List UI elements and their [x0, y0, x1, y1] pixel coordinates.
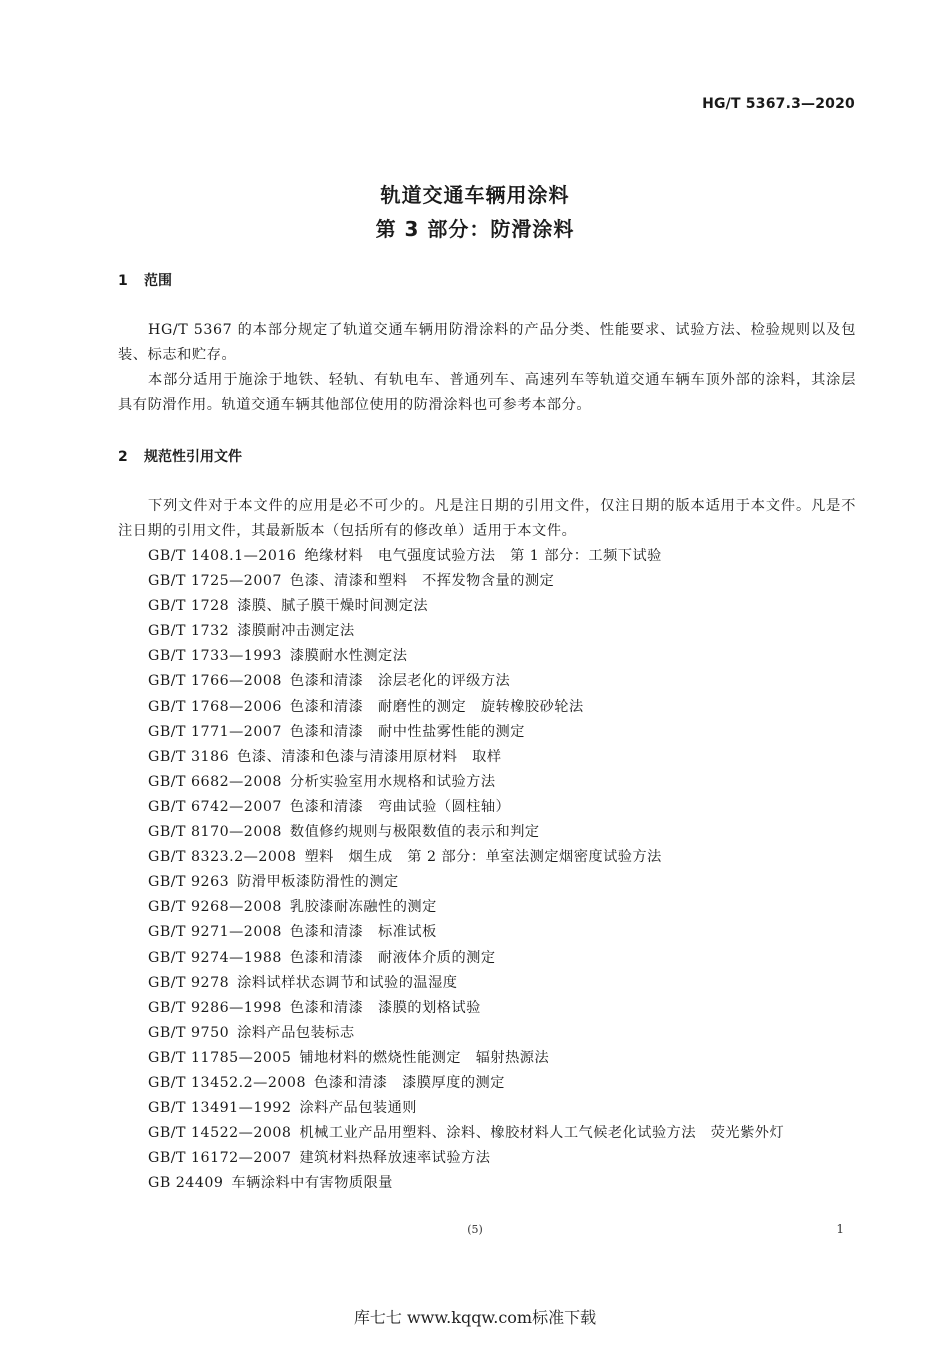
reference-title: 涂料产品包装标志: [237, 1024, 355, 1041]
reference-code: GB/T 6742—2007: [148, 798, 282, 815]
reference-title: 涂料试样状态调节和试验的温湿度: [237, 974, 458, 991]
reference-item: [118, 870, 856, 895]
reference-item: [118, 920, 856, 945]
reference-title: 色漆、清漆和塑料 不挥发物含量的测定: [289, 573, 555, 590]
reference-item: [118, 845, 856, 870]
reference-item: [118, 1071, 856, 1096]
reference-item: [118, 619, 856, 644]
reference-item: [118, 1096, 856, 1121]
section-heading-scope: [118, 270, 172, 290]
reference-list: [118, 544, 856, 1196]
reference-code: GB/T 13452.2—2008: [148, 1074, 306, 1091]
reference-code: GB/T 9286—1998: [148, 999, 282, 1016]
reference-code: GB/T 1732: [148, 623, 230, 640]
reference-title: 色漆、清漆和色漆与清漆用原材料 取样: [237, 748, 502, 765]
reference-item: [118, 1021, 856, 1046]
reference-item: [118, 820, 856, 845]
reference-item: [118, 1046, 856, 1071]
reference-code: GB/T 9278: [148, 974, 230, 991]
reference-item: [118, 1146, 856, 1171]
reference-title: 乳胶漆耐冻融性的测定: [289, 899, 437, 916]
reference-item: [118, 795, 856, 820]
reference-item: [118, 544, 856, 569]
reference-item: [118, 644, 856, 669]
footer-watermark: 库七七 www.kqqw.com标准下载: [353, 1308, 597, 1327]
reference-code: GB/T 14522—2008: [148, 1125, 292, 1142]
reference-title: 色漆和清漆 耐液体介质的测定: [289, 949, 496, 966]
reference-item: [118, 745, 856, 770]
section-number: 1: [118, 273, 128, 289]
reference-code: GB/T 8170—2008: [148, 824, 282, 841]
reference-title: 数值修约规则与极限数值的表示和判定: [289, 824, 540, 841]
reference-title: 机械工业产品用塑料、涂料、橡胶材料人工气候老化试验方法 荧光紫外灯: [299, 1125, 785, 1142]
standard-number: HG/T 5367.3—2020: [702, 96, 855, 112]
reference-title: 车辆涂料中有害物质限量: [231, 1175, 393, 1192]
reference-item: [118, 594, 856, 619]
reference-title: 塑料 烟生成 第 2 部分：单室法测定烟密度试验方法: [304, 849, 662, 866]
reference-title: 分析实验室用水规格和试验方法: [289, 773, 496, 790]
reference-item: [118, 669, 856, 694]
reference-code: GB/T 1725—2007: [148, 573, 282, 590]
reference-item: [118, 996, 856, 1021]
references-intro-paragraph: 下列文件对于本文件的应用是必不可少的。凡是注日期的引用文件，仅注日期的版本适用于本文件。凡是不注日期的引用文件，其最新版本（包括所有的修改单）适用于本文件。: [118, 498, 856, 539]
page-sequence: (5): [467, 1223, 483, 1236]
reference-title: 色漆和清漆 耐磨性的测定 旋转橡胶砂轮法: [289, 698, 584, 715]
document-title-line1: 轨道交通车辆用涂料: [380, 183, 570, 207]
reference-code: GB/T 1408.1—2016: [148, 548, 297, 564]
reference-title: 色漆和清漆 耐中性盐雾性能的测定: [289, 723, 525, 740]
section-heading-normative-references: [118, 446, 242, 466]
reference-code: GB/T 9750: [148, 1024, 230, 1041]
reference-title: 色漆和清漆 标准试板: [289, 924, 437, 941]
reference-title: 色漆和清漆 弯曲试验（圆柱轴）: [289, 798, 511, 815]
reference-item: [118, 569, 856, 594]
reference-title: 漆膜、腻子膜干燥时间测定法: [237, 598, 429, 615]
reference-code: GB/T 1768—2006: [148, 698, 282, 715]
reference-title: 绝缘材料 电气强度试验方法 第 1 部分：工频下试验: [304, 548, 662, 564]
section-title: 规范性引用文件: [144, 449, 242, 465]
reference-item: [118, 946, 856, 971]
reference-code: GB 24409: [148, 1175, 224, 1192]
reference-code: GB/T 1771—2007: [148, 723, 282, 740]
scope-paragraph-1: HG/T 5367 的本部分规定了轨道交通车辆用防滑涂料的产品分类、性能要求、试验方法、检验规则以及包装、标志和贮存。: [118, 322, 856, 363]
document-title-line2: 第 3 部分：防滑涂料: [375, 217, 575, 241]
reference-title: 漆膜耐冲击测定法: [237, 623, 355, 640]
reference-item: [118, 770, 856, 795]
reference-title: 色漆和清漆 漆膜的划格试验: [289, 999, 481, 1016]
reference-code: GB/T 9271—2008: [148, 924, 282, 941]
reference-code: GB/T 8323.2—2008: [148, 849, 297, 866]
reference-item: [118, 720, 856, 745]
reference-code: GB/T 9274—1988: [148, 949, 282, 966]
reference-title: 色漆和清漆 涂层老化的评级方法: [289, 673, 511, 690]
reference-code: GB/T 1733—1993: [148, 648, 282, 665]
reference-code: GB/T 1766—2008: [148, 673, 282, 690]
reference-code: GB/T 1728: [148, 598, 230, 615]
reference-code: GB/T 16172—2007: [148, 1150, 292, 1167]
reference-title: 涂料产品包装通则: [299, 1100, 417, 1117]
reference-code: GB/T 9268—2008: [148, 899, 282, 916]
reference-item: [118, 1121, 856, 1146]
reference-code: GB/T 9263: [148, 874, 230, 891]
scope-paragraph-2: 本部分适用于施涂于地铁、轻轨、有轨电车、普通列车、高速列车等轨道交通车辆车顶外部的涂料，其涂层具有防滑作用。轨道交通车辆其他部位使用的防滑涂料也可参考本部分。: [118, 372, 856, 413]
reference-code: GB/T 6682—2008: [148, 773, 282, 790]
reference-item: [118, 695, 856, 720]
reference-item: [118, 1171, 856, 1196]
reference-item: [118, 895, 856, 920]
reference-title: 建筑材料热释放速率试验方法: [299, 1150, 491, 1167]
reference-title: 色漆和清漆 漆膜厚度的测定: [313, 1074, 505, 1091]
reference-code: GB/T 11785—2005: [148, 1049, 292, 1066]
section-number: 2: [118, 449, 128, 465]
reference-title: 漆膜耐水性测定法: [289, 648, 408, 665]
reference-item: [118, 971, 856, 996]
reference-code: GB/T 3186: [148, 748, 230, 765]
section-title: 范围: [144, 273, 172, 289]
reference-code: GB/T 13491—1992: [148, 1100, 292, 1117]
reference-title: 铺地材料的燃烧性能测定 辐射热源法: [299, 1049, 550, 1066]
page-number: 1: [836, 1222, 844, 1236]
reference-title: 防滑甲板漆防滑性的测定: [237, 874, 399, 891]
